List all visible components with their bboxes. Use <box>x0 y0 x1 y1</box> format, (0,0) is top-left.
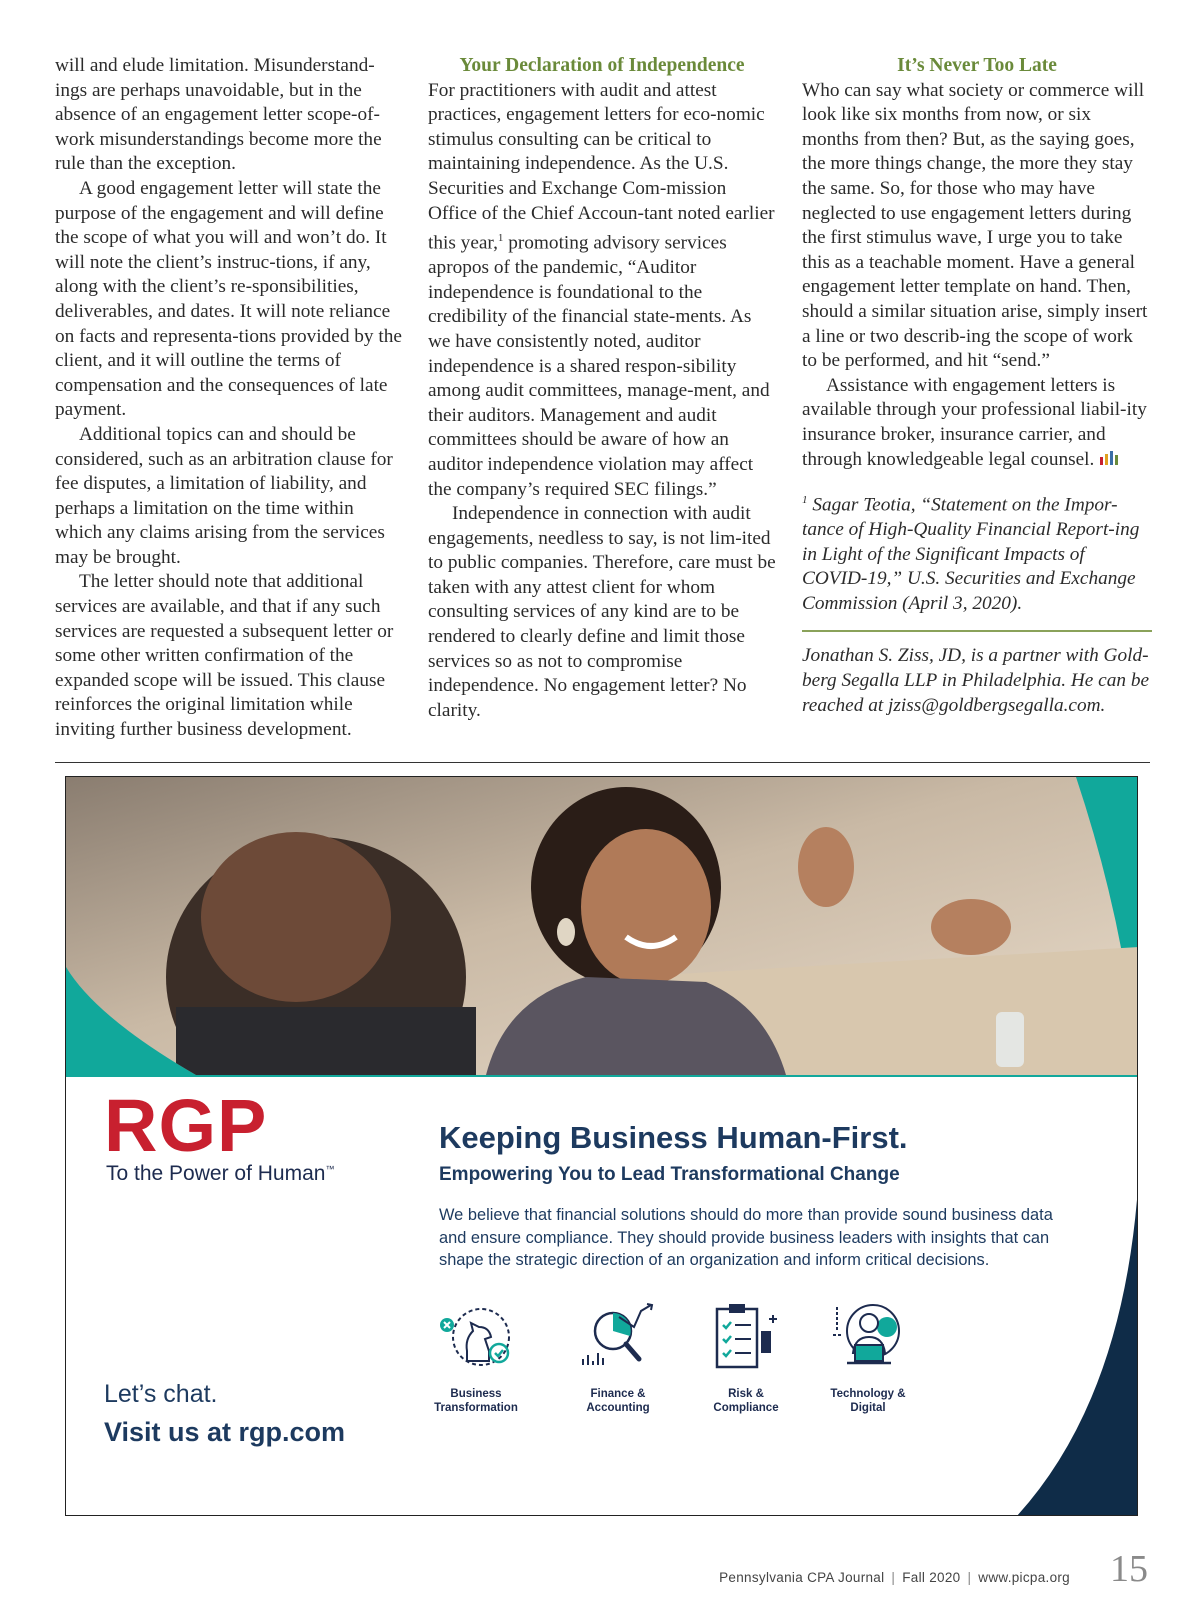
paragraph <box>428 79 776 503</box>
page-number: 15 <box>1110 1548 1148 1590</box>
trademark-mark: ™ <box>325 1164 335 1174</box>
chess-knight-icon <box>437 1301 515 1373</box>
paragraph-text: For practitioners with audit and attest practices, engagement letters for eco-nomic stimulus consulting can be critical to maintaining independence. As the U.S. Securities and Exchange Com-mission Office of the Chief Accoun-tant noted earlier this year, <box>428 79 775 254</box>
divider <box>55 762 1150 763</box>
services-row <box>411 1301 931 1421</box>
magnifier-chart-icon <box>579 1301 657 1373</box>
paragraph: The letter should note that additional services are available, and that if any such services are requested a subsequent letter or some other written confirmation of the expanded scope will be issued. This clause reinforces the original limitation while inviting further business development. <box>55 571 394 741</box>
rgp-advertisement[interactable] <box>65 776 1138 1516</box>
rgp-tagline <box>106 1162 334 1186</box>
website-link[interactable]: www.picpa.org <box>978 1570 1070 1585</box>
section-heading: Your Declaration of Independence <box>459 55 745 76</box>
service-label-line: Technology & <box>830 1388 906 1400</box>
issue-date: Fall 2020 <box>902 1570 961 1585</box>
service-label-line: Business <box>450 1388 502 1400</box>
service-label <box>803 1387 933 1415</box>
service-label-line: Risk & <box>728 1388 764 1400</box>
service-label-line: Compliance <box>713 1402 779 1414</box>
service-label <box>681 1387 811 1415</box>
paragraph-text: Assistance with engagement letters is available through your professional liabil-ity insurance broker, insurance carrier, and through knowledgeable legal counsel. <box>802 374 1147 470</box>
end-of-article-icon <box>1098 449 1120 467</box>
tagline-text: To the Power of Human <box>106 1162 326 1185</box>
footnote-number: 1 <box>802 494 808 507</box>
clipboard-checklist-icon <box>707 1301 785 1373</box>
ad-body-text: We believe that financial solutions should do more than provide sound business data and ensure compliance. They should provide business leaders with insights that can shape the strategic direction of an organization and inform critical decisions. <box>439 1206 1053 1269</box>
article-column-2 <box>428 54 776 723</box>
service-label-line: Finance & <box>590 1388 646 1400</box>
footnote-text: Sagar Teotia, “Statement on the Impor-tance of High-Quality Financial Report-ing in Light of the Significant Impacts of COVID-19,” U.S. Securities and Exchange Commission (April 3, 2020). <box>802 494 1140 614</box>
article-column-1 <box>55 54 403 743</box>
ad-subheadline: Empowering You to Lead Transformational Change <box>439 1164 900 1185</box>
paragraph <box>802 374 1152 472</box>
service-label-line: Transformation <box>434 1402 518 1414</box>
section-heading: It’s Never Too Late <box>897 55 1057 76</box>
journal-name: Pennsylvania CPA Journal <box>719 1570 885 1585</box>
cta-lets-chat: Let’s chat. <box>104 1380 218 1408</box>
paragraph: A good engagement letter will state the purpose of the engagement and will define the scope of what you will and won’t do. It will note the client’s instruc-tions, if any, along with the client’s re-sponsibilities, deliverables, and dates. It will note reliance on facts and representa-tions provided by the client, and it will outline the terms of compensation and the consequences of late payment. <box>55 177 402 421</box>
footnote <box>802 488 1152 616</box>
divider <box>802 630 1152 632</box>
service-label-line: Digital <box>850 1402 886 1414</box>
service-label <box>553 1387 683 1415</box>
footnote-marker: 1 <box>497 232 504 245</box>
rgp-logo: RGP <box>104 1084 268 1167</box>
page-footer <box>719 1570 1070 1585</box>
paragraph-text: promoting advisory services apropos of the pandemic, “Auditor independence is foundational to the credibility of the financial state-ments. As we have consistently noted, auditor independence is a shared respon-sibility among audit committees, manage-ment, and their auditors. Management and audit committees should be aware of how an auditor independence violation may affect the company’s required SEC filings.” <box>428 232 770 500</box>
cta-visit-link[interactable]: Visit us at rgp.com <box>104 1417 346 1447</box>
article-column-3 <box>802 54 1152 718</box>
paragraph: Who can say what society or commerce will look like six months from now, or six months from then? But, as the saying goes, the more things change, the more they stay the same. So, for those who may have neglected to use engagement letters during the first stimulus wave, I urge you to take this as a teachable moment. Have a general engagement letter template on hand. Then, should a similar situation arise, simply insert a line or two describ-ing the scope of work to be performed, and hit “send.” <box>802 79 1148 372</box>
service-label-line: Accounting <box>586 1402 650 1414</box>
service-technology-digital <box>803 1301 933 1415</box>
ad-headline: Keeping Business Human-First. <box>439 1120 908 1155</box>
paragraph: will and elude limitation. Misunderstand-ings are perhaps unavoidable, but in the absence of an engagement letter scope-of-work misunderstandings become more the rule than the exception. <box>55 55 382 175</box>
paragraph: Independence in connection with audit engagements, needless to say, is not lim-ited to public companies. Therefore, care must be taken with any attest client for whom consulting services of any kind are to be rendered to clearly define and limit those services so as not to compromise independence. No engagement letter? No clarity. <box>428 503 776 721</box>
person-laptop-icon <box>829 1301 907 1373</box>
service-business-transformation <box>411 1301 541 1415</box>
divider: | <box>891 1570 896 1585</box>
service-risk-compliance <box>681 1301 811 1415</box>
author-bio: Jonathan S. Ziss, JD, is a partner with Gold-berg Segalla LLP in Philadelphia. He can be reached at jziss@goldbergsegalla.com. <box>802 645 1150 716</box>
divider: | <box>967 1570 972 1585</box>
service-label <box>411 1387 541 1415</box>
paragraph: Additional topics can and should be considered, such as an arbitration clause for fee disputes, a limitation of liability, and perhaps a limitation on the time within which any claims arising from the services may be brought. <box>55 423 393 568</box>
service-finance-accounting <box>553 1301 683 1415</box>
